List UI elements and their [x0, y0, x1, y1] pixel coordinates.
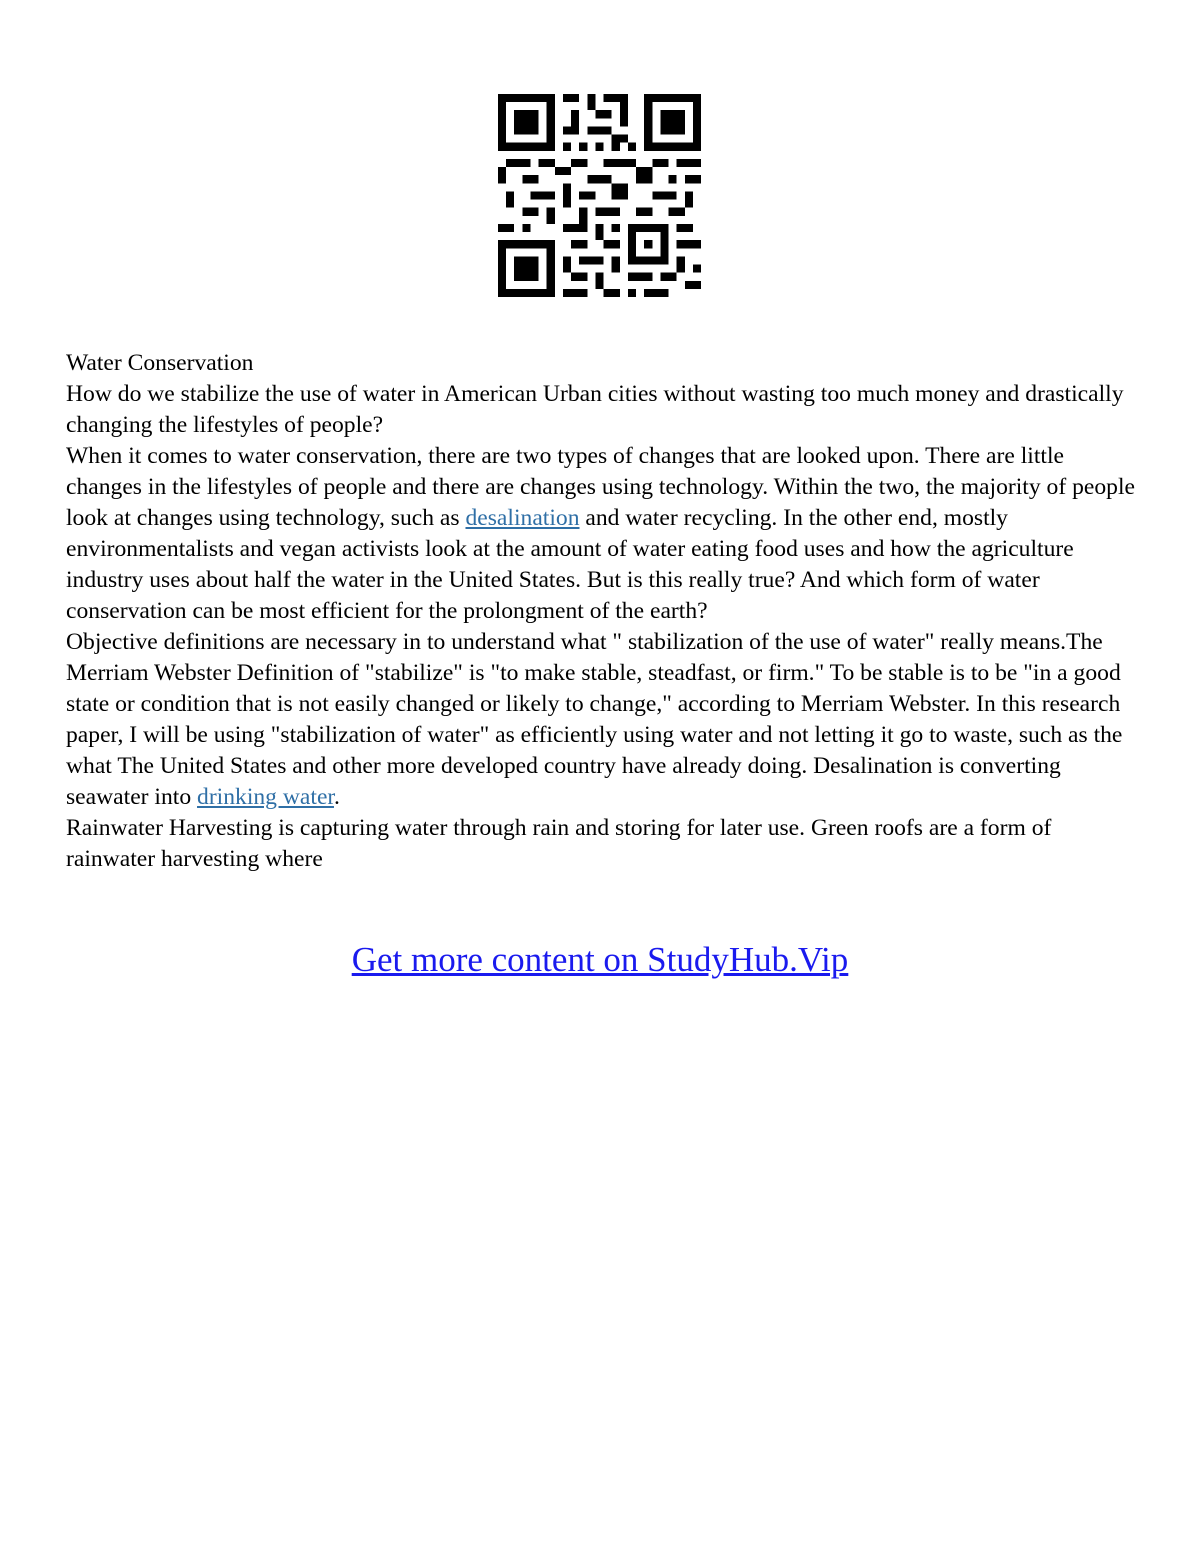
promo-banner — [0, 938, 1200, 982]
paragraph-definitions-text-end: . — [333, 784, 340, 810]
drinking-water-link[interactable]: drinking water — [197, 784, 334, 810]
document-title: Water Conservation — [66, 350, 254, 376]
qr-code-icon — [498, 94, 701, 297]
paragraph-definitions — [66, 627, 1138, 813]
desalination-link[interactable]: desalination — [465, 505, 580, 531]
paragraph-intro-text-start: When it comes to water conservation, there are two types of changes that are looked upon. There are little changes in the lifestyles of people and there are changes using technology. Within the two, the majority of people look at changes using technology, such as — [66, 443, 1135, 531]
paragraph-intro-text-end: and water recycling. In the other end, mostly environmentalists and vegan activists look at the amount of water eating food uses and how the agriculture industry uses about half the water in the United States. But is this really true? And which form of water conservation can be most efficient for the prolongment of the earth? — [66, 505, 1074, 624]
qr-code — [498, 94, 701, 297]
studyhub-link[interactable]: Get more content on StudyHub.Vip — [351, 940, 849, 979]
paragraph-intro — [66, 441, 1138, 627]
document-body — [66, 348, 1138, 875]
research-question: How do we stabilize the use of water in American Urban cities without wasting too much money and drastically changing the lifestyles of people? — [66, 381, 1124, 438]
paragraph-rainwater: Rainwater Harvesting is capturing water through rain and storing for later use. Green roofs are a form of rainwater harvesting where — [66, 815, 1052, 872]
paragraph-definitions-text-start: Objective definitions are necessary in to understand what " stabilization of the use of water" really means.The Merriam Webster Definition of "stabilize" is "to make stable, steadfast, or firm." To be stable is to be "in a good state or condition that is not easily changed or likely to change," according to Merriam Webster. In this research paper, I will be using "stabilization of water" as efficiently using water and not letting it go to waste, such as the what The United States and other more developed country have already doing. Desalination is converting seawater into — [66, 629, 1123, 810]
